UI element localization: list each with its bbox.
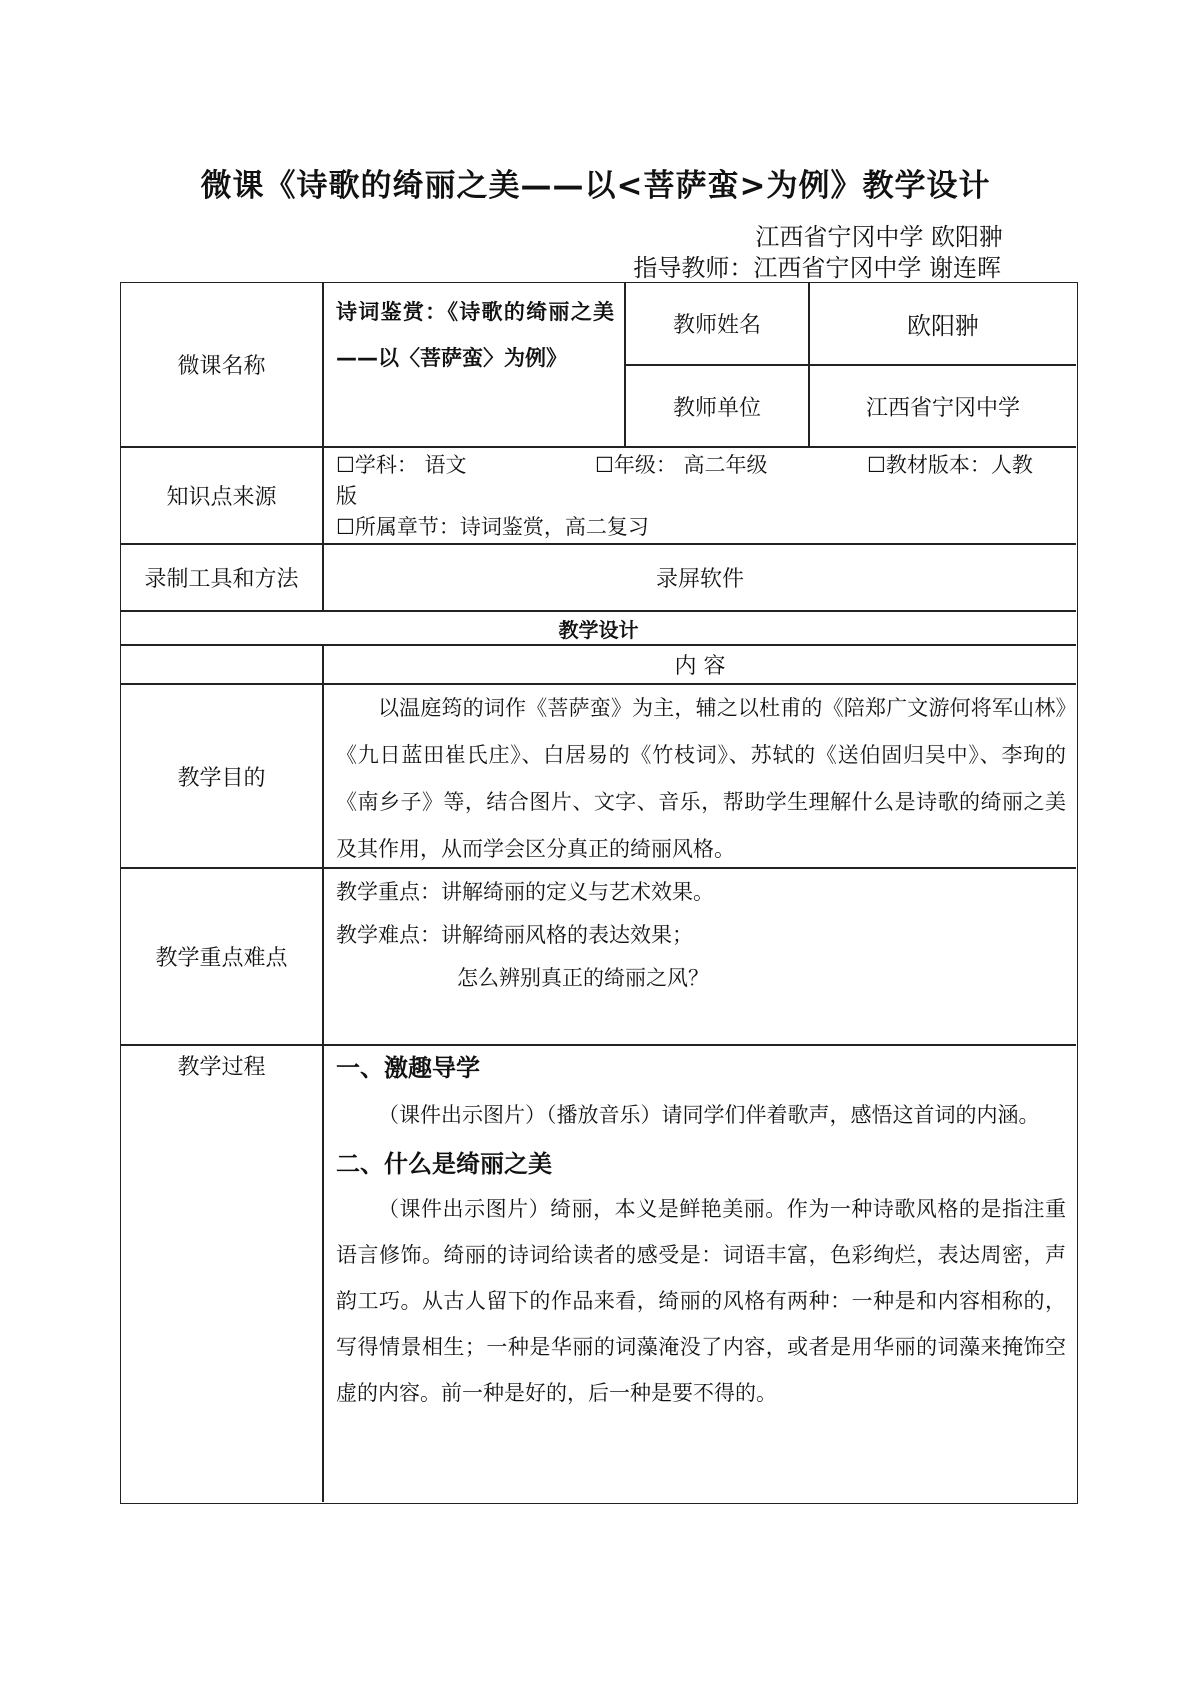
source-content xyxy=(324,448,1076,543)
section1-title: 一、激趣导学 xyxy=(336,1054,480,1082)
lesson-design-table xyxy=(120,282,1078,1504)
section1-text: （课件出示图片）（播放音乐）请同学们伴着歌声，感悟这首词的内涵。 xyxy=(378,1103,1040,1127)
source-edition-head: ☐教材版本：人教 xyxy=(867,453,1033,477)
goal-text: 以温庭筠的词作《菩萨蛮》为主，辅之以杜甫的《陪郑广文游何将军山林》《九日蓝田崔氏庄》、白居易的《竹枝词》、苏轼的《送伯固归吴中》、李珣的《南乡子》等，结合图片、文字、音乐，帮助学生理解什么是诗歌的绮丽之美及其作用，从而学会区分真正的绮丽风格。 xyxy=(336,696,1066,861)
author-line: 江西省宁冈中学 欧阳翀 xyxy=(755,223,1003,251)
tools-value: 录屏软件 xyxy=(655,567,744,592)
content-header: 内 容 xyxy=(674,654,726,679)
course-name-label: 微课名称 xyxy=(177,354,266,379)
key-point: 教学重点：讲解绮丽的定义与艺术效果。 xyxy=(336,880,714,904)
key-content xyxy=(324,871,1076,1044)
process-label: 教学过程 xyxy=(177,1055,266,1080)
source-first-line xyxy=(336,450,1068,481)
key-label: 教学重点难点 xyxy=(155,946,288,971)
source-edition-tail: 版 xyxy=(336,484,357,508)
teacher-name-value: 欧阳翀 xyxy=(907,312,979,340)
section2-title: 二、什么是绮丽之美 xyxy=(336,1150,552,1178)
goal-label: 教学目的 xyxy=(177,765,266,791)
advisor-line: 指导教师：江西省宁冈中学 谢连晖 xyxy=(633,254,1001,282)
source-label: 知识点来源 xyxy=(166,485,277,510)
difficulty-1: 教学难点：讲解绮丽风格的表达效果； xyxy=(336,923,693,947)
teacher-name-label: 教师姓名 xyxy=(672,313,761,338)
teacher-unit-value: 江西省宁冈中学 xyxy=(865,395,1020,421)
process-content xyxy=(324,1046,1076,1502)
document-title: 微课《诗歌的绮丽之美——以<菩萨蛮>为例》教学设计 xyxy=(200,168,991,204)
source-subject: ☐学科： 语文 xyxy=(336,453,467,477)
design-header: 教学设计 xyxy=(558,617,639,642)
teacher-unit-label: 教师单位 xyxy=(672,395,761,421)
course-name-value: 诗词鉴赏：《诗歌的绮丽之美——以〈菩萨蛮〉为例》 xyxy=(336,300,614,370)
section2-text: （课件出示图片）绮丽，本义是鲜艳美丽。作为一种诗歌风格的是指注重语言修饰。绮丽的诗词给读者的感受是：词语丰富，色彩绚烂，表达周密，声韵工巧。从古人留下的作品来看，绮丽的风格有两种：一种是和内容相称的，写得情景相生；一种是华丽的词藻淹没了内容，或者是用华丽的词藻来掩饰空虚的内容。前一种是好的，后一种是要不得的。 xyxy=(336,1197,1066,1405)
tools-label: 录制工具和方法 xyxy=(144,567,299,592)
source-grade: ☐年级： 高二年级 xyxy=(595,453,768,477)
difficulty-2: 怎么辨别真正的绮丽之风？ xyxy=(457,966,709,990)
source-chapter: ☐所属章节：诗词鉴赏，高二复习 xyxy=(336,515,649,539)
